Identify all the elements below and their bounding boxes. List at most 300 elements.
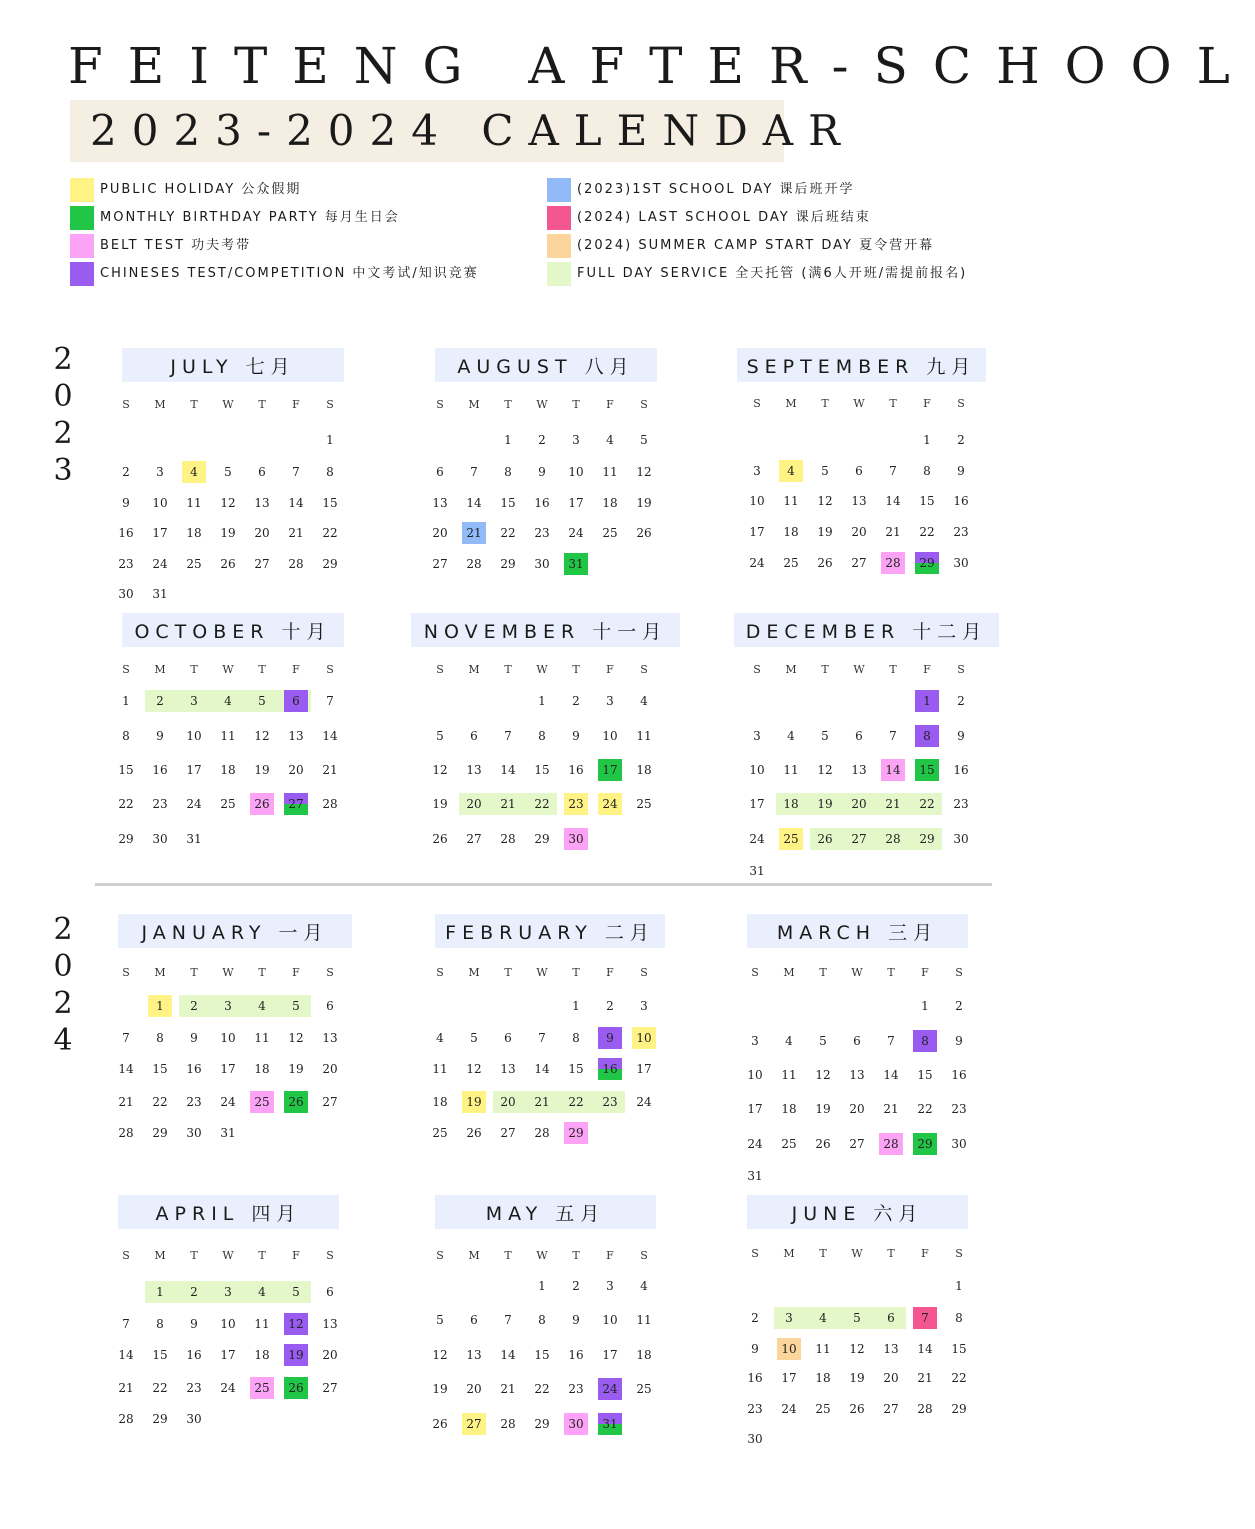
day-number: 21 (322, 763, 338, 777)
day-number: 24 (747, 1137, 763, 1151)
day-cell (525, 429, 559, 451)
day-cell (177, 1027, 211, 1049)
day-cell (740, 828, 774, 850)
day-number: 14 (466, 496, 482, 510)
day-cell (806, 1133, 840, 1155)
day-cell (211, 1344, 245, 1366)
day-number: 17 (781, 1371, 797, 1385)
day-cell (525, 1344, 559, 1366)
day-number: 26 (815, 1137, 831, 1151)
weekday-label: T (821, 397, 829, 410)
day-cell (627, 1344, 661, 1366)
day-cell (313, 995, 347, 1017)
page-subtitle: 2023-2024 CALENDAR (90, 106, 855, 155)
day-number: 23 (953, 525, 969, 539)
day-cell (740, 490, 774, 512)
day-number: 26 (220, 557, 236, 571)
day-cell (627, 1027, 661, 1049)
day-cell (772, 1133, 806, 1155)
day-number: 8 (923, 729, 931, 743)
day-number: 21 (466, 526, 482, 540)
day-cell (774, 552, 808, 574)
day-number: 3 (606, 694, 614, 708)
day-number: 20 (322, 1062, 338, 1076)
day-number: 20 (851, 797, 867, 811)
legend-item-summer-camp (547, 234, 934, 258)
day-cell (423, 492, 457, 514)
weekday-label: F (292, 1249, 300, 1262)
day-cell (245, 1344, 279, 1366)
day-cell (908, 1098, 942, 1120)
day-number: 22 (919, 525, 935, 539)
day-cell (143, 461, 177, 483)
year-label-2023 (50, 341, 76, 489)
day-number: 15 (919, 494, 935, 508)
day-cell (910, 490, 944, 512)
day-cell (109, 725, 143, 747)
day-cell (245, 759, 279, 781)
day-number: 9 (156, 729, 164, 743)
day-number: 20 (432, 526, 448, 540)
day-number: 18 (254, 1062, 270, 1076)
legend-swatch (547, 262, 571, 286)
day-number: 9 (190, 1031, 198, 1045)
weekday-label: W (222, 663, 234, 676)
day-number: 15 (534, 763, 550, 777)
day-number: 9 (572, 1313, 580, 1327)
day-number: 15 (152, 1062, 168, 1076)
day-number: 17 (749, 525, 765, 539)
day-cell (143, 1377, 177, 1399)
day-cell (944, 552, 978, 574)
day-cell (245, 690, 279, 712)
day-number: 20 (322, 1348, 338, 1362)
day-number: 8 (921, 1034, 929, 1048)
day-number: 11 (432, 1062, 448, 1076)
day-number: 31 (220, 1126, 236, 1140)
day-number: 22 (534, 1382, 550, 1396)
day-cell (559, 828, 593, 850)
day-cell (109, 522, 143, 544)
day-cell (177, 1408, 211, 1430)
weekday-label: S (122, 663, 130, 676)
day-cell (942, 1133, 976, 1155)
day-number: 4 (785, 1034, 793, 1048)
day-cell (876, 490, 910, 512)
day-number: 26 (817, 832, 833, 846)
day-number: 29 (919, 556, 935, 570)
day-number: 17 (636, 1062, 652, 1076)
day-number: 30 (152, 832, 168, 846)
day-cell (944, 460, 978, 482)
day-cell (874, 1064, 908, 1086)
month-title: MAY 五月 (435, 1195, 656, 1229)
day-number: 13 (254, 496, 270, 510)
legend-label: (2023)1ST SCHOOL DAY 课后班开学 (577, 182, 855, 197)
weekday-label: F (606, 1249, 614, 1262)
day-cell (908, 995, 942, 1017)
day-cell (910, 552, 944, 574)
day-cell (143, 1058, 177, 1080)
day-number: 11 (602, 465, 618, 479)
day-cell (109, 492, 143, 514)
day-cell (942, 1275, 976, 1297)
weekday-label: S (955, 1247, 963, 1260)
day-number: 27 (466, 1417, 482, 1431)
day-cell (842, 725, 876, 747)
day-number: 22 (500, 526, 516, 540)
day-cell (279, 1281, 313, 1303)
day-cell (874, 1338, 908, 1360)
legend-label: (2024) LAST SCHOOL DAY 课后班结束 (577, 210, 871, 225)
day-cell (525, 522, 559, 544)
day-cell (944, 690, 978, 712)
day-cell (313, 461, 347, 483)
day-cell (279, 759, 313, 781)
day-cell (313, 492, 347, 514)
day-cell (740, 552, 774, 574)
day-number: 6 (855, 464, 863, 478)
day-cell (559, 1378, 593, 1400)
day-cell (525, 1027, 559, 1049)
legend-label: (2024) SUMMER CAMP START DAY 夏令营开幕 (577, 238, 935, 253)
day-number: 29 (534, 1417, 550, 1431)
legend-item-last-day (547, 206, 871, 230)
day-number: 12 (432, 763, 448, 777)
day-number: 24 (220, 1381, 236, 1395)
day-number: 19 (466, 1095, 482, 1109)
day-cell (738, 1030, 772, 1052)
day-number: 27 (849, 1137, 865, 1151)
day-number: 28 (322, 797, 338, 811)
day-cell (279, 553, 313, 575)
day-cell (738, 1367, 772, 1389)
day-number: 21 (118, 1095, 134, 1109)
day-cell (279, 492, 313, 514)
day-number: 7 (470, 465, 478, 479)
day-cell (840, 1307, 874, 1329)
day-cell (840, 1133, 874, 1155)
day-cell (559, 429, 593, 451)
day-number: 29 (951, 1402, 967, 1416)
day-cell (525, 690, 559, 712)
day-cell (774, 759, 808, 781)
weekday-label: T (504, 398, 512, 411)
day-cell (491, 492, 525, 514)
day-cell (525, 553, 559, 575)
day-cell (772, 1030, 806, 1052)
day-cell (423, 793, 457, 815)
day-cell (109, 1377, 143, 1399)
day-cell (211, 522, 245, 544)
day-number: 1 (923, 694, 931, 708)
day-cell (313, 522, 347, 544)
day-number: 15 (917, 1068, 933, 1082)
day-number: 1 (921, 999, 929, 1013)
day-number: 30 (534, 557, 550, 571)
day-number: 10 (568, 465, 584, 479)
day-number: 26 (288, 1381, 304, 1395)
day-number: 6 (326, 999, 334, 1013)
weekday-label: S (640, 1249, 648, 1262)
weekday-label: T (572, 398, 580, 411)
legend-swatch (547, 234, 571, 258)
weekday-label: T (572, 1249, 580, 1262)
day-cell (423, 759, 457, 781)
day-number: 5 (819, 1034, 827, 1048)
day-cell (559, 1309, 593, 1331)
day-number: 7 (292, 465, 300, 479)
day-number: 30 (953, 556, 969, 570)
day-number: 25 (186, 557, 202, 571)
day-cell (211, 759, 245, 781)
day-cell (423, 1122, 457, 1144)
day-number: 14 (288, 496, 304, 510)
weekday-label: T (190, 663, 198, 676)
day-number: 4 (258, 1285, 266, 1299)
day-cell (559, 1413, 593, 1435)
day-cell (808, 759, 842, 781)
day-number: 23 (152, 797, 168, 811)
day-cell (491, 1027, 525, 1049)
day-cell (109, 461, 143, 483)
day-cell (840, 1338, 874, 1360)
weekday-label: S (751, 966, 759, 979)
day-number: 1 (955, 1279, 963, 1293)
day-cell (559, 1058, 593, 1080)
day-cell (313, 1344, 347, 1366)
day-number: 9 (538, 465, 546, 479)
day-number: 22 (568, 1095, 584, 1109)
day-number: 31 (749, 864, 765, 878)
day-number: 14 (118, 1062, 134, 1076)
day-cell (593, 1378, 627, 1400)
day-cell (808, 490, 842, 512)
day-number: 7 (921, 1311, 929, 1325)
day-number: 19 (636, 496, 652, 510)
day-number: 29 (534, 832, 550, 846)
day-cell (593, 690, 627, 712)
day-number: 10 (636, 1031, 652, 1045)
day-number: 3 (753, 464, 761, 478)
weekday-label: T (504, 1249, 512, 1262)
day-cell (491, 553, 525, 575)
weekday-label: F (292, 398, 300, 411)
day-cell (313, 1377, 347, 1399)
day-cell (627, 995, 661, 1017)
day-number: 21 (883, 1102, 899, 1116)
day-cell (313, 690, 347, 712)
day-cell (842, 490, 876, 512)
day-number: 10 (220, 1317, 236, 1331)
weekday-label: T (504, 966, 512, 979)
day-cell (627, 1309, 661, 1331)
day-number: 8 (122, 729, 130, 743)
day-cell (840, 1398, 874, 1420)
day-number: 24 (636, 1095, 652, 1109)
day-number: 12 (636, 465, 652, 479)
day-cell (313, 429, 347, 451)
day-cell (143, 690, 177, 712)
day-number: 7 (889, 729, 897, 743)
day-cell (279, 461, 313, 483)
weekday-label: T (258, 966, 266, 979)
day-cell (944, 429, 978, 451)
day-cell (211, 690, 245, 712)
day-cell (279, 1091, 313, 1113)
day-number: 31 (602, 1417, 618, 1431)
day-number: 13 (851, 763, 867, 777)
day-number: 27 (322, 1095, 338, 1109)
day-cell (525, 759, 559, 781)
day-number: 12 (815, 1068, 831, 1082)
day-cell (738, 1165, 772, 1187)
day-number: 2 (957, 433, 965, 447)
day-cell (910, 429, 944, 451)
day-cell (525, 828, 559, 850)
weekday-label: S (640, 398, 648, 411)
day-number: 18 (432, 1095, 448, 1109)
weekday-label: S (640, 663, 648, 676)
day-cell (279, 1344, 313, 1366)
day-cell (559, 759, 593, 781)
day-cell (109, 690, 143, 712)
weekday-label: T (821, 663, 829, 676)
day-cell (423, 1091, 457, 1113)
day-cell (211, 1027, 245, 1049)
day-cell (109, 1091, 143, 1113)
day-number: 23 (602, 1095, 618, 1109)
day-number: 3 (224, 999, 232, 1013)
page-title: FEITENG AFTER-SCHOOL (68, 37, 1255, 95)
day-number: 28 (118, 1126, 134, 1140)
day-cell (806, 1398, 840, 1420)
year-digit: 4 (53, 1023, 73, 1058)
day-number: 4 (224, 694, 232, 708)
day-cell (491, 429, 525, 451)
day-cell (177, 690, 211, 712)
day-number: 25 (254, 1095, 270, 1109)
day-number: 30 (568, 832, 584, 846)
day-cell (143, 1408, 177, 1430)
day-cell (457, 522, 491, 544)
day-number: 1 (923, 433, 931, 447)
day-cell (143, 1027, 177, 1049)
day-cell (109, 1058, 143, 1080)
day-cell (908, 1064, 942, 1086)
day-cell (593, 429, 627, 451)
day-cell (559, 690, 593, 712)
day-number: 5 (640, 433, 648, 447)
day-number: 19 (288, 1062, 304, 1076)
day-cell (806, 1338, 840, 1360)
day-cell (177, 461, 211, 483)
day-cell (177, 725, 211, 747)
weekday-label: W (536, 1249, 548, 1262)
day-number: 8 (156, 1317, 164, 1331)
day-number: 20 (883, 1371, 899, 1385)
day-number: 14 (917, 1342, 933, 1356)
day-cell (143, 725, 177, 747)
day-number: 13 (288, 729, 304, 743)
day-cell (525, 725, 559, 747)
day-number: 20 (288, 763, 304, 777)
day-number: 28 (500, 832, 516, 846)
day-number: 29 (152, 1126, 168, 1140)
day-number: 26 (432, 1417, 448, 1431)
day-number: 3 (751, 1034, 759, 1048)
day-cell (944, 793, 978, 815)
day-cell (457, 1091, 491, 1113)
day-number: 17 (152, 526, 168, 540)
day-cell (245, 793, 279, 815)
day-cell (559, 553, 593, 575)
year-digit: 2 (53, 342, 73, 377)
legend (70, 178, 1030, 290)
day-number: 17 (602, 1348, 618, 1362)
day-cell (491, 828, 525, 850)
weekday-label: W (222, 398, 234, 411)
day-cell (143, 583, 177, 605)
day-number: 22 (919, 797, 935, 811)
day-number: 28 (885, 832, 901, 846)
day-number: 31 (186, 832, 202, 846)
day-number: 16 (951, 1068, 967, 1082)
day-number: 16 (568, 1348, 584, 1362)
day-cell (842, 759, 876, 781)
day-number: 4 (258, 999, 266, 1013)
legend-label: CHINESES TEST/COMPETITION 中文考试/知识竞赛 (100, 266, 479, 281)
day-number: 14 (118, 1348, 134, 1362)
day-number: 22 (152, 1381, 168, 1395)
day-number: 18 (602, 496, 618, 510)
year-divider (95, 883, 992, 886)
day-number: 22 (917, 1102, 933, 1116)
day-cell (525, 461, 559, 483)
day-number: 23 (951, 1102, 967, 1116)
weekday-label: W (851, 966, 863, 979)
day-cell (177, 553, 211, 575)
day-cell (559, 1344, 593, 1366)
weekday-label: S (436, 398, 444, 411)
day-cell (211, 995, 245, 1017)
day-number: 21 (885, 525, 901, 539)
day-number: 22 (118, 797, 134, 811)
day-cell (944, 490, 978, 512)
day-cell (738, 1133, 772, 1155)
day-cell (313, 1027, 347, 1049)
month-title: NOVEMBER 十一月 (411, 613, 680, 647)
day-cell (593, 492, 627, 514)
day-number: 2 (538, 433, 546, 447)
day-number: 25 (815, 1402, 831, 1416)
day-number: 29 (322, 557, 338, 571)
month-title: JANUARY 一月 (118, 914, 352, 948)
weekday-label: S (957, 663, 965, 676)
day-number: 14 (885, 494, 901, 508)
day-number: 6 (326, 1285, 334, 1299)
day-cell (177, 793, 211, 815)
day-number: 5 (292, 1285, 300, 1299)
day-cell (738, 1338, 772, 1360)
day-number: 19 (432, 1382, 448, 1396)
day-cell (423, 461, 457, 483)
day-cell (313, 553, 347, 575)
day-number: 16 (186, 1348, 202, 1362)
day-cell (808, 552, 842, 574)
day-number: 16 (747, 1371, 763, 1385)
day-cell (876, 793, 910, 815)
